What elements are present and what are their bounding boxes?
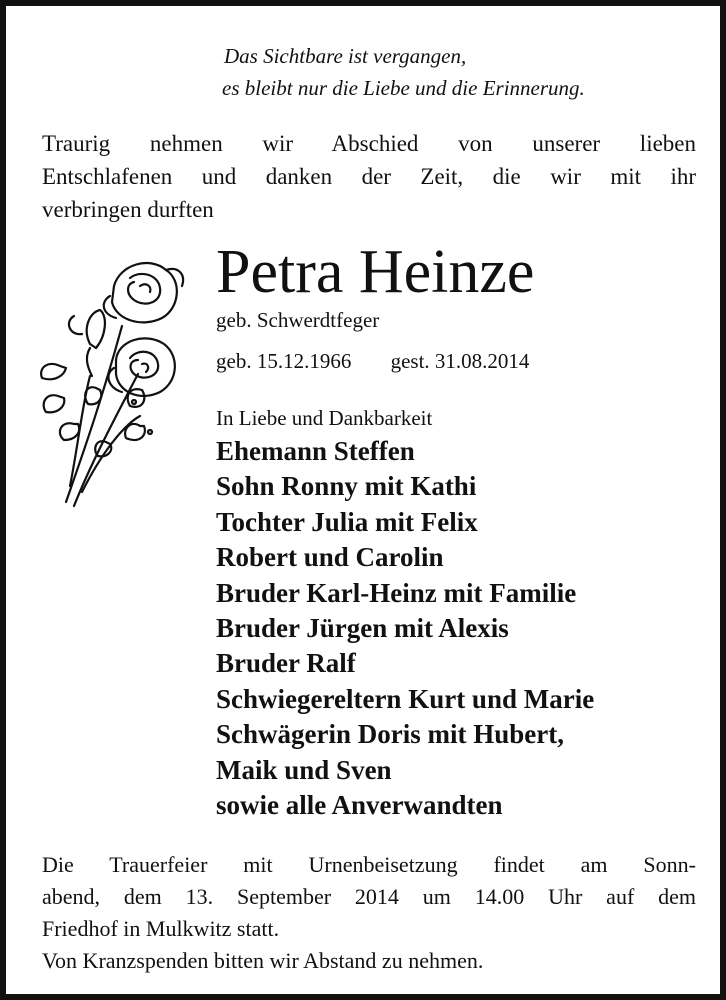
mourner-line: Sohn Ronny mit Kathi [216, 471, 477, 502]
rose-bouquet-icon [30, 256, 194, 518]
ceremony-notice [42, 849, 696, 977]
maiden-name: geb. Schwerdtfeger [216, 308, 380, 332]
mourner-line: Bruder Ralf [216, 648, 356, 679]
motto-line: es bleibt nur die Liebe und die Erinnerung. [222, 76, 585, 100]
mourner-line: Ehemann Steffen [216, 436, 415, 466]
intro-line: Traurig nehmen wir Abschied von unserer lieben [42, 131, 696, 156]
mourners-list [216, 434, 594, 823]
mourner-line: Tochter Julia mit Felix [216, 506, 478, 537]
mourner-line: Robert und Carolin [216, 542, 444, 573]
mourner-line: Schwägerin Doris mit Hubert, [216, 719, 564, 750]
ceremony-line: Die Trauerfeier mit Urnenbeisetzung findet am Sonn- [42, 852, 696, 877]
deceased-name: Petra Heinze [216, 238, 535, 306]
mourner-line: Maik und Sven [216, 754, 392, 785]
intro-text [42, 127, 696, 226]
mourners-intro: In Liebe und Dankbarkeit [216, 406, 433, 430]
death-date: gest. 31.08.2014 [390, 349, 530, 373]
ceremony-line: Von Kranzspenden bitten wir Abstand zu nehmen. [42, 948, 484, 973]
mourner-line: Bruder Jürgen mit Alexis [216, 613, 509, 644]
life-dates [216, 346, 529, 376]
mourner-line: sowie alle Anverwandten [216, 790, 503, 821]
mourner-line: Schwiegereltern Kurt und Marie [216, 683, 595, 714]
motto-quote [224, 40, 585, 104]
mourner-line: Bruder Karl-Heinz mit Familie [216, 577, 577, 608]
intro-line: verbringen durften [42, 197, 214, 222]
intro-line: Entschlafenen und danken der Zeit, die wir mit ihr [42, 164, 696, 189]
motto-line: Das Sichtbare ist vergangen, [224, 44, 467, 68]
ceremony-line: abend, dem 13. September 2014 um 14.00 Uhr auf dem [42, 884, 696, 909]
birth-date: geb. 15.12.1966 [216, 349, 352, 373]
ceremony-line: Friedhof in Mulkwitz statt. [42, 916, 280, 941]
